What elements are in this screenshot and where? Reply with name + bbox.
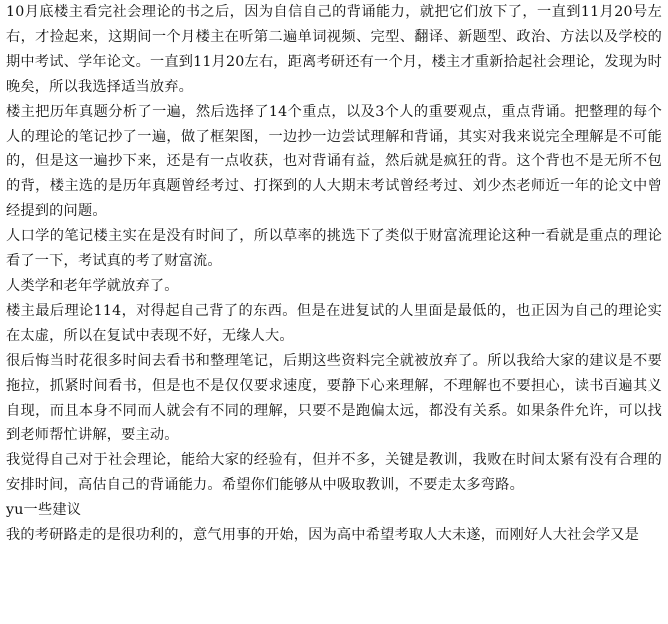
paragraph-4: 人类学和老年学就放弃了。 (6, 277, 179, 294)
section-heading: yu一些建议 (6, 502, 82, 519)
paragraph-8: 我的考研路走的是很功利的，意气用事的开始，因为高中希望考取人大未遂，而刚好人大社会学又是 (6, 527, 640, 544)
paragraph-1: 10月底楼主看完社会理论的书之后，因为自信自己的背诵能力，就把它们放下了，一直到11月20号左右，才捡起来，这期间一个月楼主在听第二遍单词视频、完型、翻译、新题型、政治、方法以及学校的期中考试、学年论文。一直到11月20左右，距离考研还有一个月，楼主才重新拾起社会理论，发现为时晚矣，所以我选择适当放弃。 (6, 4, 662, 95)
paragraph-6: 很后悔当时花很多时间去看书和整理笔记，后期这些资料完全就被放弃了。所以我给大家的建议是不要拖拉，抓紧时间看书，但是也不是仅仅要求速度，要静下心来理解，不理解也不要担心，读书百遍其义自现，而且本身不同而人就会有不同的理解，只要不是跑偏太远，都没有关系。如果条件允许，可以找到老师帮忙讲解，要主动。 (6, 352, 662, 444)
paragraph-5: 楼主最后理论114，对得起自己背了的东西。但是在进复试的人里面是最低的，也正因为自己的理论实在太虚，所以在复试中表现不好，无缘人大。 (6, 302, 662, 344)
paragraph-2: 楼主把历年真题分析了一遍，然后选择了14个重点，以及3个人的重要观点，重点背诵。把整理的每个人的理论的笔记抄了一遍，做了框架图，一边抄一边尝试理解和背诵，其实对我来说完全理解是不可能的，但是这一遍抄下来，还是有一点收获，也对背诵有益，然后就是疯狂的背。这个背也不是无所不包的背，楼主选的是历年真题曾经考过、打探到的人大期末考试曾经考过、刘少杰老师近一年的论文中曾经提到的问题。 (6, 103, 662, 220)
paragraph-3: 人口学的笔记楼主实在是没有时间了，所以草率的挑选下了类似于财富流理论这种一看就是重点的理论看了一下，考试真的考了财富流。 (6, 228, 662, 270)
paragraph-7: 我觉得自己对于社会理论，能给大家的经验有，但并不多，关键是教训，我败在时间太紧有没有合理的安排时间，高估自己的背诵能力。希望你们能够从中吸取教训，不要走太多弯路。 (6, 452, 662, 494)
